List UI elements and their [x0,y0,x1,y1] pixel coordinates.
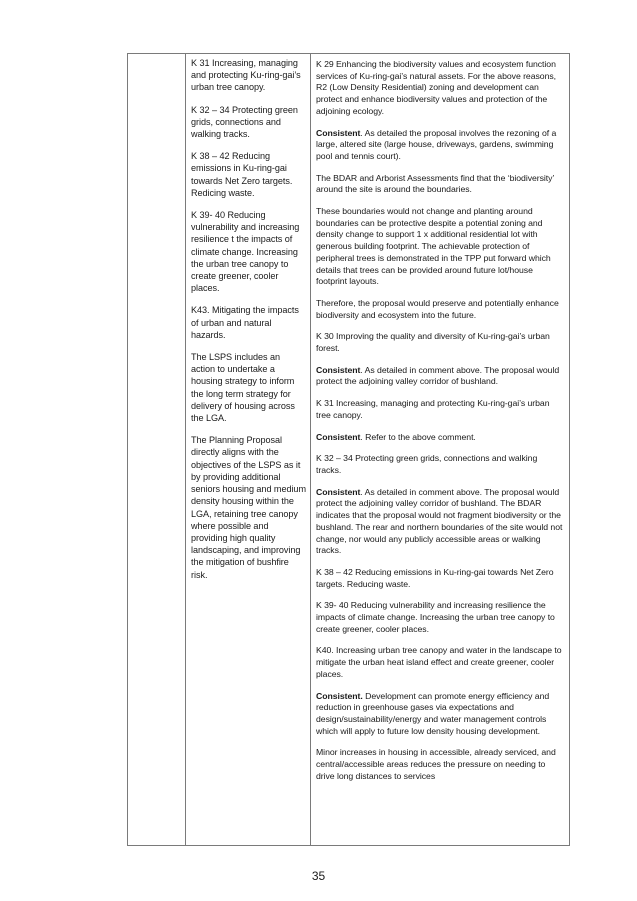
lsps-paragraph: K 39- 40 Reducing vulnerability and increasing resilience t the impacts of climate change. Increasing the urban tree canopy to create greener, cooler places. [191,210,300,294]
lsps-paragraph: K 31 Increasing, managing and protecting Ku-ring-gai’s urban tree canopy. [191,58,301,93]
lsps-paragraph: K43. Mitigating the impacts of urban and natural hazards. [191,305,299,340]
comment-paragraph: K 32 – 34 Protecting green grids, connections and walking tracks. [316,453,538,475]
lsps-paragraph: K 38 – 42 Reducing emissions in Ku-ring-gai towards Net Zero targets. Redicing waste. [191,151,293,198]
comment-paragraph: Consistent. Development can promote energy efficiency and reduction in greenhouse gases via expectations and design/sustainability/energy and water management controls which will apply to future low density housing development. [316,690,550,736]
comment-paragraph: Therefore, the proposal would preserve and potentially enhance biodiversity and ecosystem into the future. [316,297,559,320]
comment-paragraph: Consistent. Refer to the above comment. [316,431,476,442]
comment-paragraph: K 30 Improving the quality and diversity of Ku-ring-gai’s urban forest. [316,331,550,354]
comment-paragraph: K 31 Increasing, managing and protecting Ku-ring-gai’s urban tree canopy. [316,398,550,420]
lsps-paragraph: K 32 – 34 Protecting green grids, connections and walking tracks. [191,104,298,140]
assessment-table [127,53,570,846]
comment-paragraph: The BDAR and Arborist Assessments find that the ‘biodiversity’ around the site is around the boundaries. [316,172,555,195]
table-column-lsps-priorities [186,54,311,845]
comment-paragraph: Consistent. As detailed the proposal involves the rezoning of a large, altered site (large house, driveways, gardens, swimming pool and tennis court). [316,127,557,161]
comment-paragraph: K 39- 40 Reducing vulnerability and increasing resilience the impacts of climate change. Increasing the urban tree canopy to create greener, cooler places. [316,600,555,634]
comment-paragraph: These boundaries would not change and planting around boundaries can be protective despite a potential zoning and density change to support 1 x additional residential lot with generous building footprint. The achievable protection of peripheral trees is demonstrated in the TPP put forward which details that trees can be provided around future lot/house footprint layouts. [316,206,551,287]
table-column-consistency-comment [311,54,569,845]
lsps-paragraph: The LSPS includes an action to undertake a housing strategy to inform the long term strategy for delivery of housing across the LGA. [191,352,295,424]
comment-paragraph: K 38 – 42 Reducing emissions in Ku-ring-gai towards Net Zero targets. Reducing waste. [316,566,554,589]
table-column-empty [128,54,186,845]
page-number: 35 [311,869,326,883]
lsps-paragraph: The Planning Proposal directly aligns with the objectives of the LSPS as it by providing additional seniors housing and medium density housing within the LGA, retaining tree canopy where possible and providing high quality landscaping, and improving the mitigation of bushfire risk. [191,435,306,580]
comment-paragraph: Consistent. As detailed in comment above. The proposal would protect the adjoining valley corridor of bushland. The BDAR indicates that the proposal would not fragment biodiversity or the bushland. The rear and northern boundaries of the site would not change, nor would any publicly accessible areas or walking tracks. [316,486,563,556]
comment-paragraph: K40. Increasing urban tree canopy and water in the landscape to mitigate the urban heat island effect and create greener, cooler places. [316,645,562,679]
comment-paragraph: K 29 Enhancing the biodiversity values and ecosystem function services of Ku-ring-gai’s natural assets. For the above reasons, R2 (Low Density Residential) zoning and development can protect and enhance biodiversity values and protection of the adjoining ecology. [316,59,557,116]
comment-paragraph: Consistent. As detailed in comment above. The proposal would protect the adjoining valley corridor of bushland. [316,364,560,387]
comment-paragraph: Minor increases in housing in accessible, already serviced, and central/accessible areas reduces the pressure on needing to drive long distances to services [316,747,556,781]
